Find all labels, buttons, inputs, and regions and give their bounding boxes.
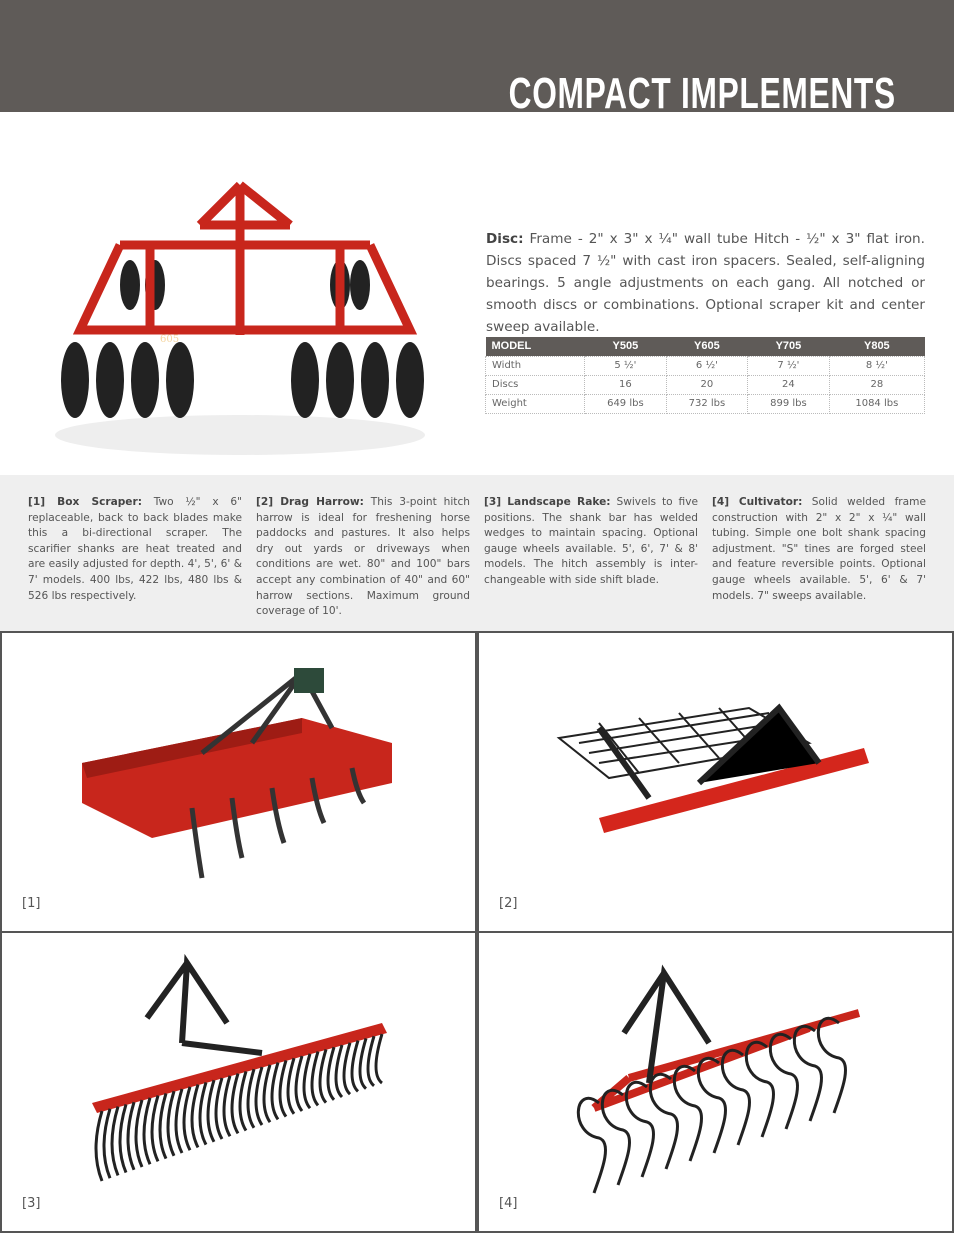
table-header-row [486, 337, 925, 356]
product-descriptions [0, 475, 954, 633]
rake-tine [328, 1047, 334, 1100]
rake-tine [288, 1058, 294, 1114]
disc-spec-table [485, 337, 925, 414]
product-body: Two ½" x 6" replaceable, back to back blades make this a bi-directional scraper. The scarifier shanks are heat treated and are easily adjusted for depth. 4', 5', 6' & 7' models. 400 lbs, 422 lbs, 480 lbs & 526 lbs respectively. [28, 496, 242, 602]
rake-tine [184, 1087, 190, 1150]
disc-description [486, 228, 925, 338]
table-cell: 16 [585, 375, 667, 394]
cultivator-tine [794, 1026, 821, 1121]
rake-tine [248, 1069, 254, 1128]
cultivator-tine [722, 1050, 749, 1145]
rake-tine [112, 1107, 118, 1176]
disc-heading: Disc: [486, 231, 524, 247]
rake-tine [296, 1056, 302, 1111]
rake-tine [376, 1034, 382, 1083]
disc-body: Frame - 2" x 3" x ¼" wall tube Hitch - ½" x 3" flat iron. Discs spaced 7 ½" with cast iron spacers. Sealed, self-aligning bearings. 5 angle adjustments on each gang. All notched or smooth discs or combinations. Optional scraper kit and center sweep available. [486, 231, 925, 335]
rake-tine [368, 1036, 374, 1086]
cultivator-panel [477, 931, 954, 1233]
figure-label: [4] [499, 1196, 518, 1211]
cultivator-description [712, 495, 926, 604]
table-cell: 20 [666, 375, 748, 394]
rake-tine [160, 1093, 166, 1158]
figure-label: [2] [499, 896, 518, 911]
table-header: Y505 [585, 337, 667, 356]
page-header [0, 0, 954, 112]
page-title: COMPACT IMPLEMENTS [508, 69, 896, 112]
table-cell: 8 ½' [829, 356, 924, 375]
rake-tine [232, 1074, 238, 1134]
drag-harrow-image [479, 633, 952, 931]
table-header: Y605 [666, 337, 748, 356]
rake-tine [240, 1071, 246, 1130]
figure-label: [3] [22, 1196, 41, 1211]
rake-tine [200, 1082, 206, 1144]
rake-tine [312, 1052, 318, 1106]
rake-tine [272, 1063, 278, 1120]
rake-tine [96, 1111, 102, 1181]
rake-tine [336, 1045, 342, 1097]
model-number-decal: 605 [160, 334, 180, 345]
product-heading: [4] Cultivator: [712, 496, 803, 508]
table-cell: 1084 lbs [829, 394, 924, 413]
rake-tine [360, 1038, 366, 1088]
table-header: Y705 [748, 337, 830, 356]
rake-tine [352, 1041, 358, 1092]
table-row [486, 356, 925, 375]
landscape-rake-panel [0, 931, 477, 1233]
cultivator-tine [818, 1018, 845, 1113]
table-header: Y805 [829, 337, 924, 356]
rake-tine [208, 1080, 214, 1142]
cultivator-tine [770, 1034, 797, 1129]
rake-tine [256, 1067, 262, 1125]
product-heading: [3] Landscape Rake: [484, 496, 611, 508]
rake-tine [168, 1091, 174, 1156]
table-cell: Weight [486, 394, 585, 413]
product-body: Swivels to five positions. The shank bar has welded wedges to maintain spacing. Optional gauge wheels available. 5', 6', 7' & 8' models. The hitch assembly is inter-changeable with side shift blade. [484, 496, 698, 586]
cultivator-tine [698, 1058, 725, 1153]
rake-tine [304, 1054, 310, 1108]
table-cell: 5 ½' [585, 356, 667, 375]
rake-tine [264, 1065, 270, 1122]
product-heading: [2] Drag Harrow: [256, 496, 364, 508]
table-cell: 24 [748, 375, 830, 394]
table-cell: Discs [486, 375, 585, 394]
drag-harrow-panel [477, 631, 954, 933]
rake-tine [224, 1076, 230, 1136]
rake-tine [144, 1098, 150, 1164]
cultivator-image [479, 933, 952, 1235]
table-header: MODEL [486, 337, 585, 356]
cultivator-tine [578, 1098, 605, 1193]
table-cell: 732 lbs [666, 394, 748, 413]
table-cell: 28 [829, 375, 924, 394]
drag-harrow-description [256, 495, 470, 620]
table-cell: 649 lbs [585, 394, 667, 413]
table-row [486, 375, 925, 394]
figure-label: [1] [22, 896, 41, 911]
box-scraper-image [2, 633, 475, 931]
rake-tine [280, 1060, 286, 1116]
rake-tine [176, 1089, 182, 1153]
rake-tine [128, 1102, 134, 1170]
rake-tine [344, 1043, 350, 1094]
rake-tine [136, 1100, 142, 1167]
box-scraper-panel [0, 631, 477, 933]
disc-harrow-image [50, 165, 435, 460]
rake-tine [320, 1049, 326, 1102]
product-body: Solid welded frame construction with 2" x 2" x ¼" wall tubing. Simple one bolt shank spacing adjustment. "S" tines are forged steel and feature reversible points. Optional gauge wheels available. 5', 6' & 7' models. 7" sweeps available. [712, 496, 926, 602]
table-cell: Width [486, 356, 585, 375]
landscape-rake-description [484, 495, 698, 589]
table-row [486, 394, 925, 413]
rake-tine [104, 1109, 110, 1178]
rake-tine [216, 1078, 222, 1139]
rake-tine [192, 1085, 198, 1148]
rake-tine [152, 1096, 158, 1162]
rake-tine [120, 1104, 126, 1172]
cultivator-tine [746, 1042, 773, 1137]
table-cell: 899 lbs [748, 394, 830, 413]
product-heading: [1] Box Scraper: [28, 496, 142, 508]
landscape-rake-image [2, 933, 475, 1235]
table-cell: 7 ½' [748, 356, 830, 375]
table-cell: 6 ½' [666, 356, 748, 375]
box-scraper-description [28, 495, 242, 604]
product-body: This 3-point hitch harrow is ideal for freshening horse paddocks and pastures. It also helps dry out yards or driveways when conditions are wet. 80" and 100" bars accept any combination of 40" and 60" harrow sections. Maximum ground coverage of 10'. [256, 496, 470, 618]
